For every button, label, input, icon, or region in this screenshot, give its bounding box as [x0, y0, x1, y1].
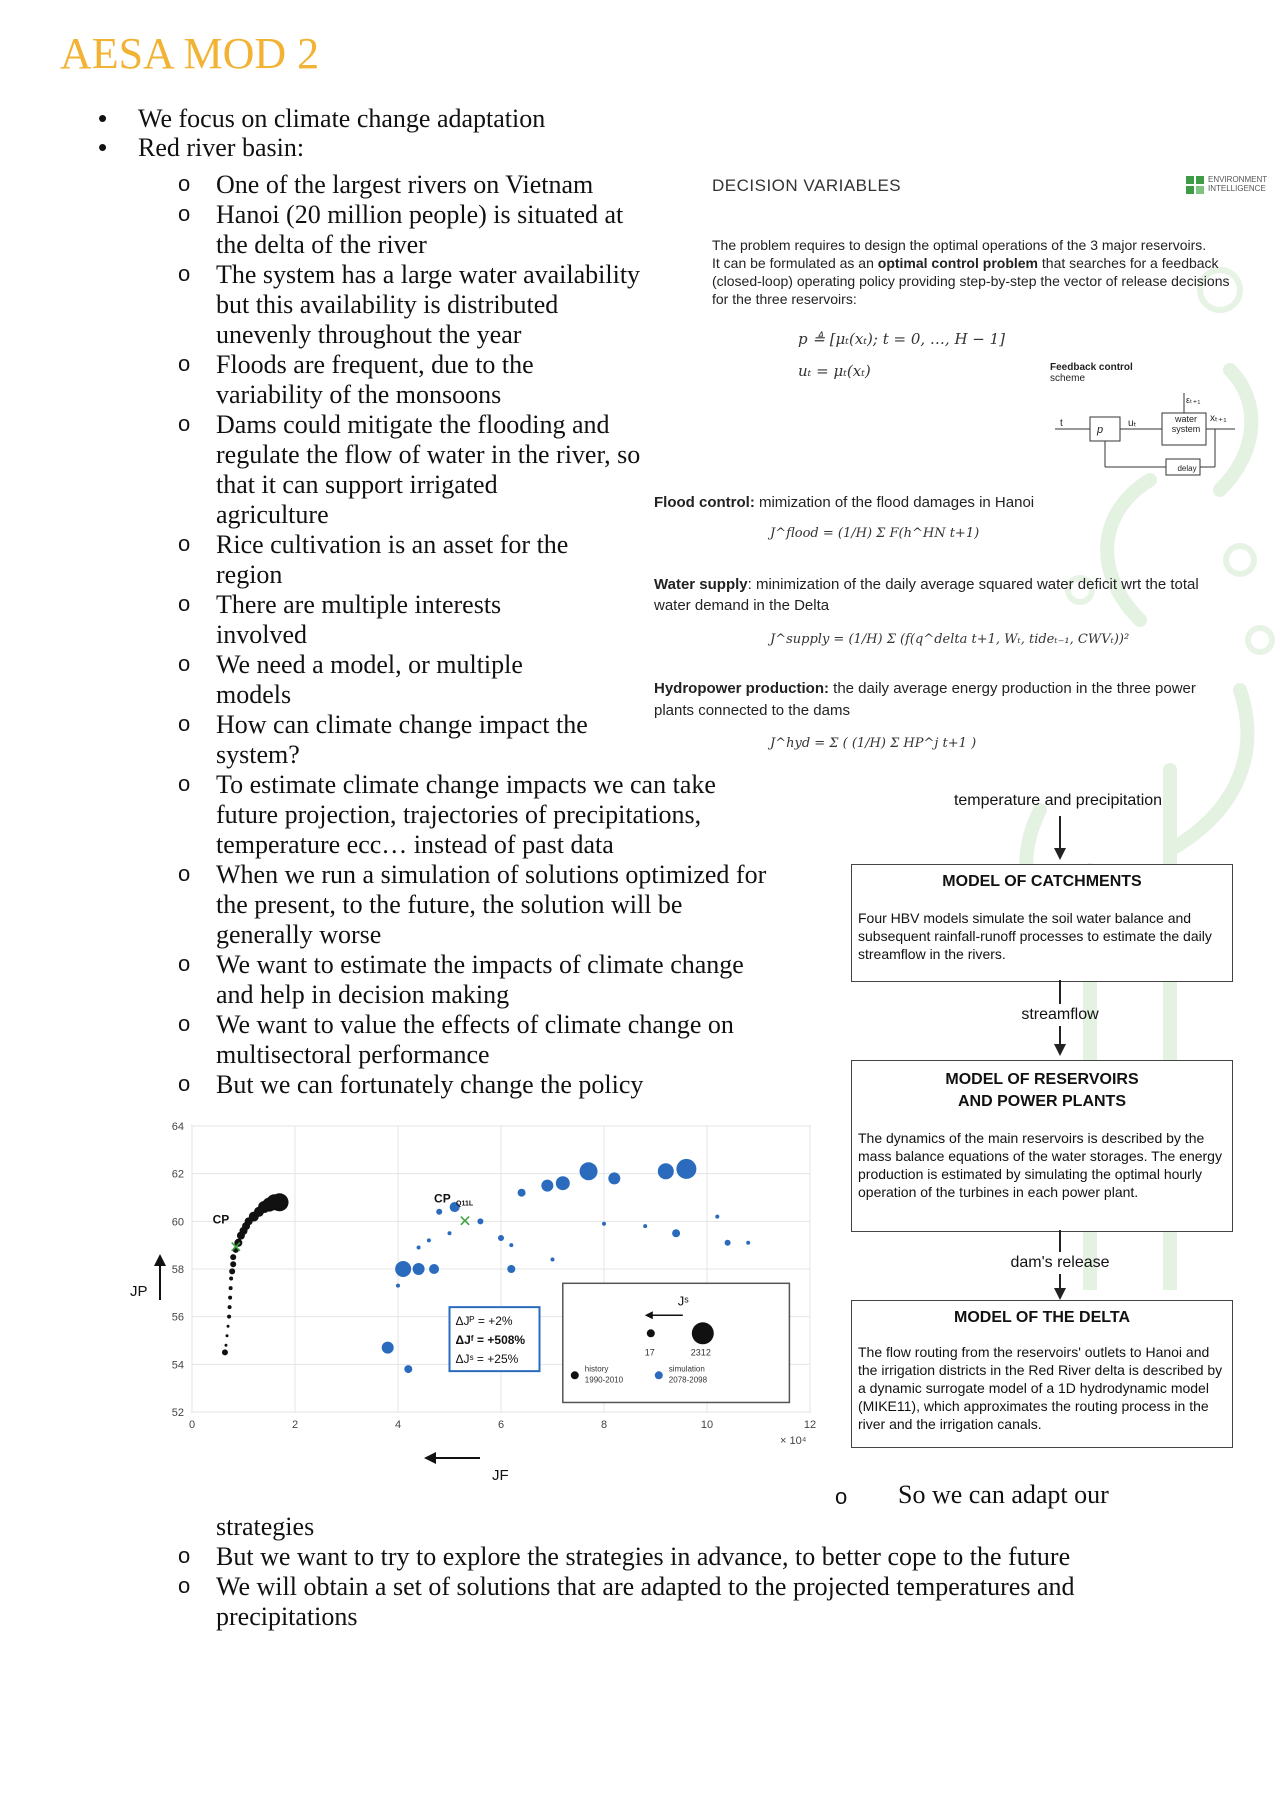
circle-bullet-icon: o [178, 711, 191, 736]
flow-link-label: streamflow [1021, 1006, 1099, 1023]
x-tick-label: 8 [600, 1419, 608, 1431]
intro-text-part: that searches for a feedback [1038, 255, 1219, 271]
data-point [477, 1218, 483, 1224]
circle-bullet-icon: o [178, 351, 191, 376]
circle-bullet-icon: o [178, 1071, 191, 1096]
bullet-item-continued: precipitations [216, 1602, 358, 1631]
legend-small-marker [647, 1329, 655, 1337]
data-point [672, 1229, 680, 1237]
legend-box [563, 1283, 790, 1402]
data-point [229, 1286, 233, 1290]
data-point [395, 1261, 411, 1277]
pareto-scatter-chart [120, 1110, 840, 1490]
y-tick-label: 58 [171, 1264, 184, 1276]
box-heading [852, 1069, 1232, 1113]
x-tick-label: 0 [188, 1419, 196, 1431]
data-point [396, 1284, 400, 1288]
data-point [448, 1231, 452, 1235]
x-tick-label: 2 [291, 1419, 299, 1431]
circle-bullet-icon: o [178, 771, 191, 796]
box-body: The dynamics of the main reservoirs is described by the mass balance equations of the water storages. The energy production is estimated by simulating the optimal hourly operation of the turbines in each power plant. [858, 1130, 1222, 1200]
bullet-item-continued: variability of the monsoons [216, 380, 502, 409]
data-point [227, 1325, 230, 1328]
bullet-marker-icon: • [98, 132, 108, 162]
bullet-item: When we run a simulation of solutions optimized for [216, 860, 767, 889]
water-system-label [1164, 414, 1208, 434]
bullet-item-continued: system? [216, 740, 300, 769]
bullet-item: How can climate change impact the [216, 710, 588, 739]
data-point [498, 1235, 504, 1241]
supply-objective-continued: water demand in the Delta [654, 597, 830, 614]
model-box-catchments [851, 864, 1233, 982]
flow-link-label: dam's release [1010, 1254, 1110, 1271]
data-point [229, 1268, 235, 1274]
legend-small-value: 17 [644, 1347, 655, 1358]
bullet-marker-icon: • [98, 103, 108, 133]
bullet-item-continued: generally worse [216, 920, 382, 949]
circle-bullet-icon: o [178, 261, 191, 286]
legend-simulation-marker [655, 1371, 663, 1379]
logo-icon [1186, 176, 1204, 194]
data-point [658, 1163, 674, 1179]
intro-text [712, 254, 1219, 272]
data-point [228, 1296, 232, 1300]
y-tick-label: 60 [171, 1216, 184, 1229]
circle-bullet-icon: o [178, 591, 191, 616]
bullet-item: Red river basin: [138, 133, 305, 162]
arrow-down-icon [1052, 816, 1068, 860]
model-box-reservoirs [851, 1060, 1233, 1232]
bullet-item-continued: regulate the flow of water in the river, so [216, 440, 641, 469]
bullet-item: But we can fortunately change the policy [216, 1070, 644, 1099]
legend-simulation-label: simulation [668, 1364, 705, 1374]
bullet-item: To estimate climate change impacts we can take [216, 770, 716, 799]
circle-bullet-icon: o [178, 861, 191, 886]
y-tick-label: 56 [171, 1311, 184, 1324]
bullet-item: Rice cultivation is an asset for the [216, 530, 569, 559]
water-system-label-line: system [1171, 424, 1201, 434]
delay-label: delay [1177, 464, 1197, 473]
data-point [224, 1344, 227, 1347]
arrow-left-icon [424, 1452, 436, 1464]
bullet-item-continued: the delta of the river [216, 230, 427, 259]
bullet-item: There are multiple interests [216, 590, 502, 619]
data-point [509, 1243, 513, 1247]
data-point [643, 1224, 647, 1228]
delta-p-label: ΔJᴾ = +2% [455, 1314, 513, 1329]
arrow-up-icon [154, 1254, 166, 1266]
connector-line [1058, 1230, 1062, 1252]
bullet-item-continued: temperature ecc… instead of past data [216, 830, 614, 859]
data-point [541, 1180, 553, 1192]
objective-text: : minimization of the daily average squared water deficit wrt the total [747, 576, 1199, 593]
data-point [676, 1159, 696, 1179]
data-point [602, 1222, 606, 1226]
objective-text: mimization of the flood damages in Hanoi [754, 494, 1035, 511]
intro-text: for the three reservoirs: [712, 291, 857, 307]
legend-history-label: history [584, 1364, 609, 1374]
feedback-label: scheme [1050, 373, 1086, 384]
x-multiplier-label: × 10⁴ [780, 1435, 807, 1447]
bullet-item: One of the largest rivers on Vietnam [216, 170, 594, 199]
cp-q-subscript: Q11L [456, 1200, 474, 1208]
policy-equation: p ≜ [μₜ(xₜ); t = 0, …, H − 1] [798, 330, 1006, 348]
bullet-item: The system has a large water availability [216, 260, 641, 289]
data-point [715, 1215, 719, 1219]
bullet-item: We want to estimate the impacts of climate change [216, 950, 744, 979]
bullet-item: We focus on climate change adaptation [138, 104, 546, 133]
data-point [228, 1305, 232, 1309]
legend-history-marker [571, 1371, 579, 1379]
circle-bullet-icon: o [178, 171, 191, 196]
arrow-down-icon [1052, 1026, 1068, 1056]
data-point [429, 1264, 439, 1274]
data-point [556, 1176, 570, 1190]
optimum-marker: ✕ [458, 1211, 472, 1231]
circle-bullet-icon: o [178, 1011, 191, 1036]
bullet-item-continued: that it can support irrigated [216, 470, 498, 499]
data-point [404, 1365, 412, 1373]
bullet-item: Dams could mitigate the flooding and [216, 410, 610, 439]
y-tick-label: 62 [171, 1168, 184, 1181]
hydro-equation: J^hyd = Σ ( (1/H) Σ HP^j t+1 ) [770, 736, 977, 751]
legend-simulation-label: 2078-2098 [668, 1375, 708, 1385]
bullet-item-continued: multisectoral performance [216, 1040, 490, 1069]
data-point [608, 1172, 620, 1184]
x-tick-label: 12 [803, 1419, 817, 1431]
control-equation: uₜ = μₜ(xₜ) [798, 362, 871, 380]
legend-title: Jˢ [677, 1293, 689, 1309]
bullet-item-continued: future projection, trajectories of precipitations, [216, 800, 702, 829]
data-point [417, 1246, 421, 1250]
circle-bullet-icon: o [178, 531, 191, 556]
cp-q-label: CP [434, 1191, 451, 1206]
circle-bullet-icon: o [178, 411, 191, 436]
box-body: The flow routing from the reservoirs' outlets to Hanoi and the irrigation districts in the Red River delta is described by a dynamic surrogate model of a 1D hydrodynamic model (MIKE11), which approximates the routing process in the river and the irrigation canals. [858, 1344, 1223, 1432]
bullet-item: Hanoi (20 million people) is situated at [216, 200, 624, 229]
data-point [427, 1238, 431, 1242]
flood-equation: J^flood = (1/H) Σ F(h^HN t+1) [770, 526, 980, 541]
circle-bullet-icon: o [835, 1484, 848, 1509]
flood-objective [654, 494, 1034, 512]
circle-bullet-icon: o [178, 951, 191, 976]
box-heading-line: AND POWER PLANTS [958, 1093, 1126, 1110]
intro-text: The problem requires to design the optimal operations of the 3 major reservoirs. [712, 237, 1207, 253]
bullet-item-continued: but this availability is distributed [216, 290, 559, 319]
box-heading-line: MODEL OF RESERVOIRS [945, 1071, 1139, 1088]
continuation-text: So we can adapt our [898, 1480, 1109, 1509]
bullet-item-continued: the present, to the future, the solution will be [216, 890, 683, 919]
box-heading: MODEL OF THE DELTA [954, 1309, 1130, 1326]
data-point [746, 1241, 750, 1245]
water-system-label-line: water [1174, 414, 1197, 424]
data-point [580, 1162, 598, 1180]
environment-intelligence-logo [1186, 174, 1280, 198]
policy-block-label: p [1097, 424, 1104, 436]
x-tick-label: 4 [394, 1419, 402, 1431]
legend-large-marker [692, 1322, 714, 1344]
state-label: xₜ₊₁ [1210, 413, 1227, 424]
data-point [725, 1240, 731, 1246]
y-tick-label: 52 [171, 1407, 184, 1419]
y-tick-label: 64 [171, 1121, 184, 1133]
feedback-scheme-diagram [1050, 385, 1240, 480]
intro-text: (closed-loop) operating policy providing step-by-step the vector of release decisions [712, 273, 1230, 289]
delta-f-label: ΔJᶠ = +508% [455, 1333, 526, 1348]
data-point [507, 1265, 515, 1273]
data-point [551, 1257, 555, 1261]
data-point [227, 1315, 231, 1319]
box-heading: MODEL OF CATCHMENTS [942, 873, 1142, 890]
time-label: t [1060, 418, 1063, 429]
circle-bullet-icon: o [178, 1573, 191, 1598]
intro-text-bold: optimal control problem [877, 255, 1038, 271]
cp-label: CP [212, 1212, 230, 1227]
arrow-down-icon [1052, 1274, 1068, 1300]
model-box-delta [851, 1300, 1233, 1448]
bullet-item: Floods are frequent, due to the [216, 350, 534, 379]
x-tick-label: 6 [497, 1419, 505, 1431]
objective-heading: Hydropower production: [654, 680, 829, 697]
intro-text-part: It can be formulated as an [712, 255, 878, 271]
y-axis-label: JP [130, 1283, 148, 1300]
disturbance-label: εₜ₊₁ [1186, 395, 1201, 405]
feedback-label: Feedback control [1050, 362, 1133, 373]
objective-text: the daily average energy production in the three power [829, 680, 1196, 697]
box-body: Four HBV models simulate the soil water balance and subsequent rainfall-runoff processes to estimate the daily streamflow in the rivers. [858, 910, 1212, 962]
x-tick-label: 10 [700, 1419, 714, 1431]
x-axis-label: JF [492, 1467, 509, 1484]
bullet-item-continued: agriculture [216, 500, 329, 529]
bullet-item: We want to value the effects of climate change on [216, 1010, 734, 1039]
bullet-item: But we want to try to explore the strategies in advance, to better cope to the future [216, 1542, 1071, 1571]
hydro-objective [654, 680, 1196, 698]
y-tick-label: 54 [171, 1359, 184, 1372]
supply-objective [654, 576, 1199, 594]
circle-bullet-icon: o [178, 651, 191, 676]
bullet-item-continued: region [216, 560, 283, 589]
legend-large-value: 2312 [690, 1347, 711, 1358]
hydro-objective-continued: plants connected to the dams [654, 702, 850, 719]
data-point [436, 1209, 442, 1215]
bullet-item: We need a model, or multiple [216, 650, 523, 679]
objective-heading: Flood control: [654, 494, 755, 511]
logo-text: INTELLIGENCE [1208, 184, 1266, 193]
panel-heading: DECISION VARIABLES [712, 176, 902, 195]
data-point [229, 1277, 233, 1281]
continuation-text: strategies [216, 1512, 315, 1541]
data-point [226, 1334, 229, 1337]
page-title: AESA MOD 2 [60, 29, 320, 78]
connector-line [1058, 980, 1062, 1004]
bullet-item-continued: involved [216, 620, 307, 649]
bullet-item: We will obtain a set of solutions that are adapted to the projected temperatures and [216, 1572, 1075, 1601]
circle-bullet-icon: o [178, 1543, 191, 1568]
optimum-marker: ✕ [229, 1237, 243, 1257]
legend-history-label: 1990-2010 [584, 1375, 624, 1385]
data-point [518, 1189, 526, 1197]
data-point [382, 1342, 394, 1354]
bullet-item-continued: and help in decision making [216, 980, 510, 1009]
objective-heading: Water supply [654, 576, 748, 593]
delta-s-label: ΔJˢ = +25% [455, 1352, 519, 1367]
data-point [230, 1261, 236, 1267]
circle-bullet-icon: o [178, 201, 191, 226]
bullet-item-continued: models [216, 680, 292, 709]
flow-input-label: temperature and precipitation [953, 792, 1163, 809]
bullet-item-continued: unevenly throughout the year [216, 320, 522, 349]
control-label: uₜ [1128, 418, 1137, 429]
data-point [413, 1263, 425, 1275]
logo-text: ENVIRONMENT [1208, 175, 1268, 184]
supply-equation: J^supply = (1/H) Σ (f(q^delta t+1, Wₜ, tideₜ₋₁, CWVₜ))² [770, 632, 1130, 647]
data-point [222, 1349, 228, 1355]
